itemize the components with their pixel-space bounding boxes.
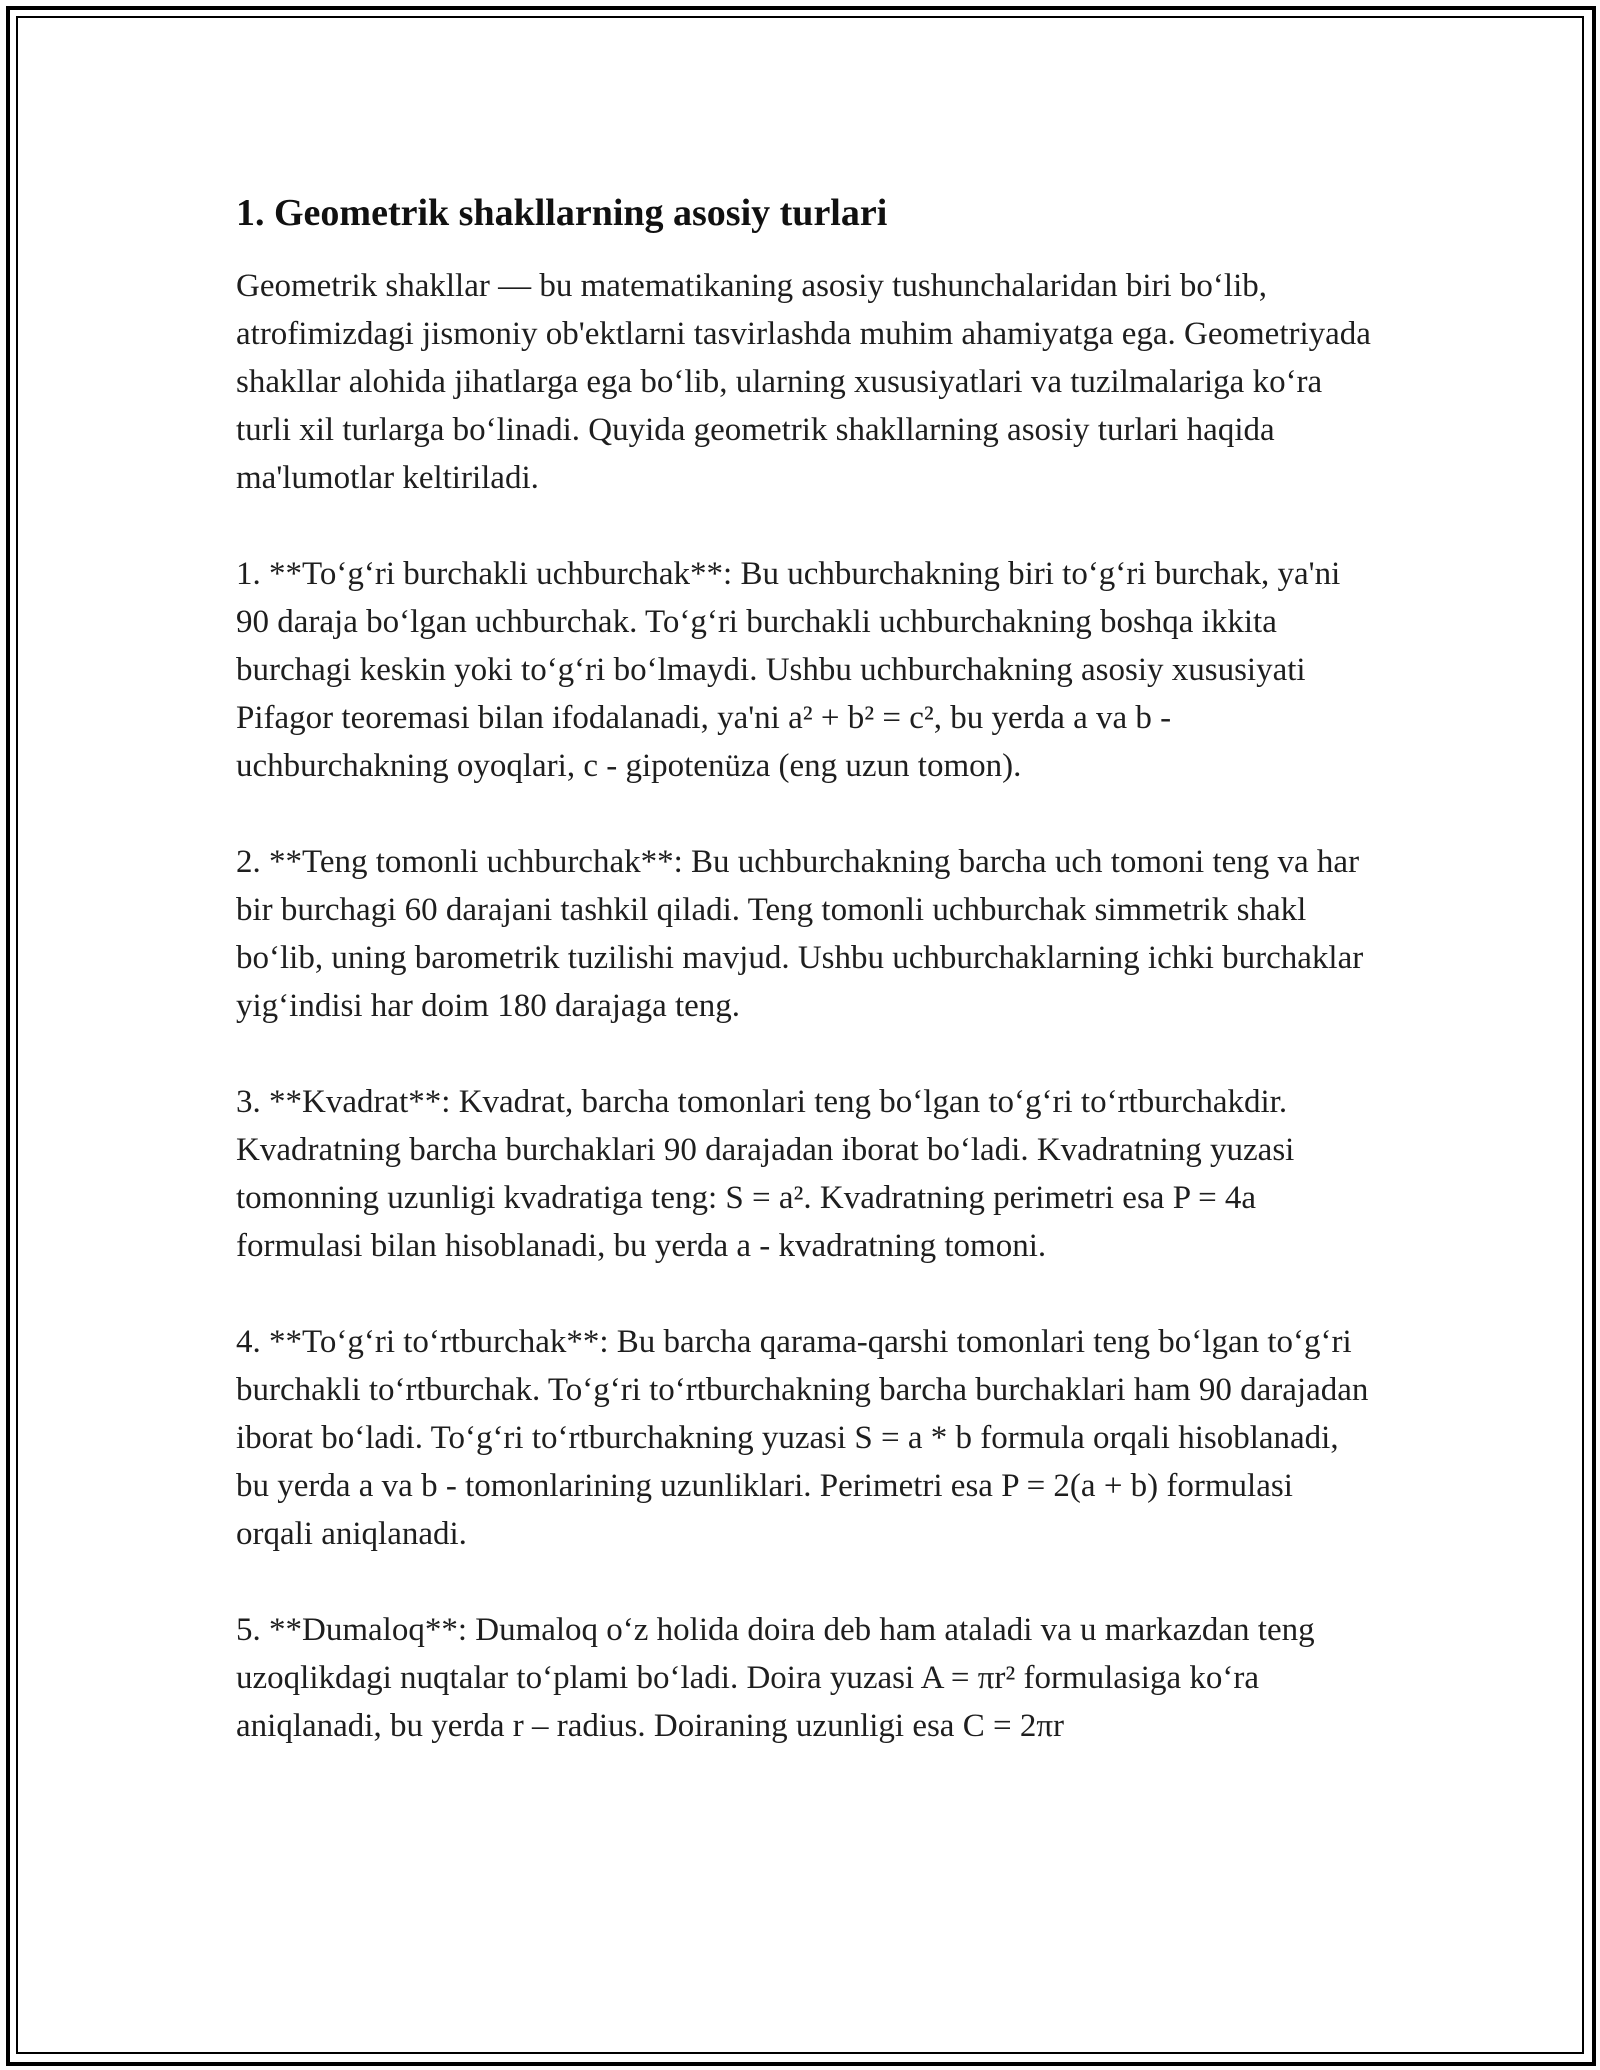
paragraph-right-triangle: 1. **To‘g‘ri burchakli uchburchak**: Bu uchburchakning biri to‘g‘ri burchak, ya'ni 90 daraja bo‘lgan uchburchak. To‘g‘ri burchakli uchburchakning boshqa ikkita burchagi keskin yoki to‘g‘ri bo‘lmaydi. Ushbu uchburchakning asosiy xususiyati Pifagor teoremasi bilan ifodalanadi, ya'ni a² + b² = c², bu yerda a va b - uchburchakning oyoqlari, c - gipotenüza (eng uzun tomon). [236,556,1341,784]
paragraph-rectangle: 4. **To‘g‘ri to‘rtburchak**: Bu barcha qarama-qarshi tomonlari teng bo‘lgan to‘g‘ri burchakli to‘rtburchak. To‘g‘ri to‘rtburchakning barcha burchaklari ham 90 darajadan iborat bo‘ladi. To‘g‘ri to‘rtburchakning yuzasi S = a * b formula orqali hisoblanadi, bu yerda a va b - tomonlarining uzunliklari. Perimetri esa P = 2(a + b) formulasi orqali aniqlanadi. [236,1324,1369,1552]
paragraph-equilateral-triangle: 2. **Teng tomonli uchburchak**: Bu uchburchakning barcha uch tomoni teng va har bir burchagi 60 darajani tashkil qiladi. Teng tomonli uchburchak simmetrik shakl bo‘lib, uning barometrik tuzilishi mavjud. Ushbu uchburchaklarning ichki burchaklar yig‘indisi har doim 180 darajaga teng. [236,844,1364,1024]
intro-paragraph: Geometrik shakllar — bu matematikaning asosiy tushunchalaridan biri bo‘lib, atrofimizdagi jismoniy ob'ektlarni tasvirlashda muhim ahamiyatga ega. Geometriyada shakllar alohida jihatlarga ega bo‘lib, ularning xususiyatlari va tuzilmalariga ko‘ra turli xil turlarga bo‘linadi. Quyida geometrik shakllarning asosiy turlari haqida ma'lumotlar keltiriladi. [236,268,1371,496]
section-heading: 1. Geometrik shakllarning asosiy turlari [236,192,888,234]
document-body [236,186,1376,1798]
paragraph-circle: 5. **Dumaloq**: Dumaloq o‘z holida doira deb ham ataladi va u markazdan teng uzoqlikdagi nuqtalar to‘plami bo‘ladi. Doira yuzasi A = πr² formulasiga ko‘ra aniqlanadi, bu yerda r – radius. Doiraning uzunligi esa C = 2πr [236,1612,1315,1744]
paragraph-square: 3. **Kvadrat**: Kvadrat, barcha tomonlari teng bo‘lgan to‘g‘ri to‘rtburchakdir. Kvadratning barcha burchaklari 90 darajadan iborat bo‘ladi. Kvadratning yuzasi tomonning uzunligi kvadratiga teng: S = a². Kvadratning perimetri esa P = 4a formulasi bilan hisoblanadi, bu yerda a - kvadratning tomoni. [236,1084,1295,1264]
